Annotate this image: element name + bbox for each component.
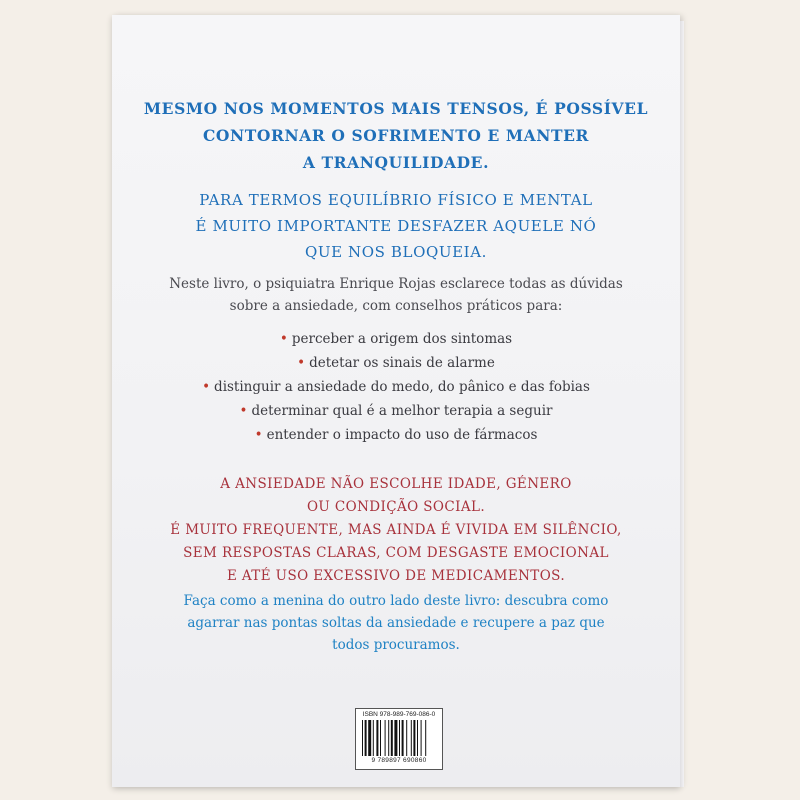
advice-list [112, 327, 680, 447]
cta-line: todos procuramos. [332, 637, 460, 653]
headline-line: A TRANQUILIDADE. [302, 153, 490, 172]
subheadline [112, 187, 680, 265]
warning-line: SEM RESPOSTAS CLARAS, COM DESGASTE EMOCIONAL [183, 545, 609, 561]
warning-line: A ANSIEDADE NÃO ESCOLHE IDADE, GÉNERO [220, 476, 572, 492]
intro-paragraph [112, 273, 680, 317]
subheadline-line: QUE NOS BLOQUEIA. [304, 243, 488, 261]
bullet-icon: • [239, 403, 248, 419]
barcode-icon [362, 720, 436, 756]
subheadline-line: PARA TERMOS EQUILÍBRIO FÍSICO E MENTAL [199, 191, 593, 209]
list-item [112, 399, 680, 423]
list-item-text: perceber a origem dos sintomas [291, 331, 513, 347]
isbn-text: ISBN 978-989-769-086-0 [362, 711, 436, 718]
call-to-action [112, 590, 680, 656]
cta-line: Faça como a menina do outro lado deste livro: descubra como [183, 593, 609, 609]
warning-line: E ATÉ USO EXCESSIVO DE MEDICAMENTOS. [226, 568, 566, 584]
warning-line: OU CONDIÇÃO SOCIAL. [306, 499, 486, 515]
subheadline-line: É MUITO IMPORTANTE DESFAZER AQUELE NÓ [195, 217, 597, 235]
barcode-number: 9 789897 690860 [371, 757, 427, 764]
bullet-icon: • [254, 427, 263, 443]
bullet-icon: • [297, 355, 306, 371]
intro-line: Neste livro, o psiquiatra Enrique Rojas esclarece todas as dúvidas [169, 276, 623, 292]
bullet-icon: • [279, 331, 288, 347]
bullet-icon: • [202, 379, 211, 395]
list-item [112, 327, 680, 351]
headline [112, 95, 680, 176]
cta-line: agarrar nas pontas soltas da ansiedade e recupere a paz que [187, 615, 605, 631]
headline-line: MESMO NOS MOMENTOS MAIS TENSOS, É POSSÍVEL [143, 99, 649, 118]
warning-paragraph [112, 473, 680, 588]
list-item [112, 423, 680, 447]
headline-line: CONTORNAR O SOFRIMENTO E MANTER [202, 126, 590, 145]
list-item-text: distinguir a ansiedade do medo, do pânico e das fobias [214, 379, 590, 395]
list-item [112, 375, 680, 399]
list-item [112, 351, 680, 375]
warning-line: É MUITO FREQUENTE, MAS AINDA É VIVIDA EM SILÊNCIO, [170, 522, 622, 538]
isbn-barcode [355, 708, 443, 770]
book-back-cover [112, 15, 680, 787]
list-item-text: detetar os sinais de alarme [309, 355, 495, 371]
intro-line: sobre a ansiedade, com conselhos práticos para: [229, 298, 563, 314]
list-item-text: entender o impacto do uso de fármacos [266, 427, 538, 443]
list-item-text: determinar qual é a melhor terapia a seguir [251, 403, 553, 419]
